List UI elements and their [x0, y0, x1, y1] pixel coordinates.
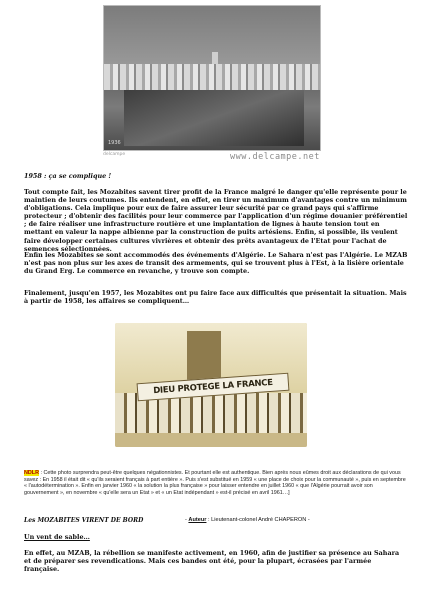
photo-ground: [115, 433, 307, 447]
paragraph-1960: En effet, au MZAB, la rébellion se manifeste activement, en 1960, afin de justifier sa présence au Sahara et de préparer ses revendications. Mais ces bandes ont été, pour la plupart, écrasées par l'armée française.: [24, 549, 400, 574]
photo-doorway: [187, 331, 221, 381]
photo-town: [104, 64, 320, 90]
article-footer: [24, 517, 408, 526]
footer-author: - Auteur : Lieutenant-colonel André CHAPERON -: [185, 517, 310, 523]
author-label: Auteur: [188, 517, 207, 523]
editor-note: [24, 470, 408, 496]
photo-credit: delcampe: [103, 152, 126, 157]
section-heading: 1958 : ça se complique !: [24, 172, 112, 180]
photo-banner: DIEU PROTEGE LA FRANCE: [137, 373, 290, 402]
ndlr-tag: NDLR: [24, 470, 39, 476]
editor-note-text: : Cette photo surprendra peut-être quelques négationnistes. Et pourtant elle est authentique. Bien après nous eûmes droit aux déclarations de qui vous savez : En 1958 il était dit « qu'ils seraient français à part entière ». Puis s'est substitué en 1959 « une place de choix pour la communauté », puis en septembre « l'autodétermination ». Enfin en janvier 1960 « la solution la plus française » pour laisser entendre en juillet 1960 « que l'Algérie pourrait avoir son gouvernement », en novembre « qu'elle sera un Etat » et « un Etat indépendant » est-il précisé en avril 1961…]: [24, 470, 406, 496]
photo-watermark: www.delcampe.net: [230, 152, 320, 162]
author-name: : Lieutenant-colonel André CHAPERON -: [206, 517, 310, 523]
banner-photograph: [115, 323, 307, 447]
photo-corner-mark: 1936: [108, 140, 121, 146]
paragraph-events: Enfin les Mozabites se sont accommodés des événements d'Algérie. Le Sahara n'est pas l'Algérie. Le MZAB n'est pas non plus sur les axes de transit des armements, qui se trouvent plus à l'Est, à la lisière orientale du Grand Erg. Le commerce en revanche, y trouve son compte.: [24, 251, 408, 276]
paragraph-1957: Finalement, jusqu'en 1957, les Mozabites ont pu faire face aux difficultés que présentait la situation. Mais à partir de 1958, les affaires se compliquent…: [24, 289, 407, 306]
footer-title: Les MOZABITES VIRENT DE BORD: [24, 517, 144, 524]
paragraph-mozabites-profit: Tout compte fait, les Mozabites savent tirer profit de la France malgré le danger qu'elle représente pour le maintien de leurs coutumes. Ils entendent, en effet, en tirer un maximum d'avantages contre un minimum d'obligations. Cela implique pour eux de faire assurer leur sécurité par ce grand pays qui s'affirme protecteur ; d'obtenir des facilités pour leur commerce par l'application d'un régime douanier préférentiel ; de faire réaliser une infrastructure routière et une implantation de lignes à haute tension tout en mettant en valeur la nappe albienne par la construction de puits artésiens. Enfin, si possible, ils veulent faire développer certaines cultures vivrières et obtenir des prêts avantageux de l'Etat pour l'achat de semences sélectionnées.: [24, 188, 408, 253]
photo-road: [124, 90, 304, 146]
town-photograph: [103, 5, 321, 151]
subheading: Un vent de sable…: [24, 533, 90, 541]
